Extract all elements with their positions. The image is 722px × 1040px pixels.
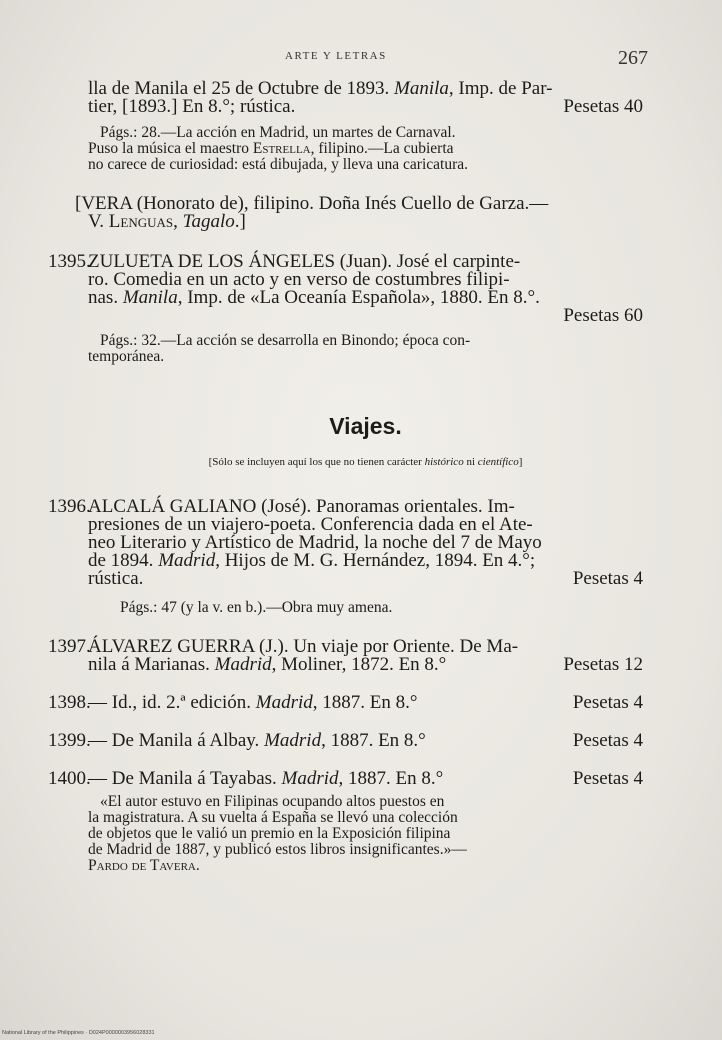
- entry-note: Págs.: 47 (y la v. en b.).—Obra muy amena.: [120, 599, 393, 616]
- digitization-credit: National Library of the Philippines · D024P0000003956028331: [2, 1030, 155, 1036]
- entry-1399: 1399.— De Manila á Albay. Madrid, 1887. En 8.° Pesetas 4: [48, 730, 643, 751]
- page-number: 267: [618, 47, 648, 69]
- running-head: ARTE Y LETRAS: [285, 50, 387, 62]
- entry-number: 1397.: [48, 636, 91, 657]
- entry-1397: 1397.ÁLVAREZ GUERRA (J.). Un viaje por Oriente. De Ma- nila á Marianas. Madrid, Moliner, 1872. En 8.° Pesetas 12: [48, 636, 643, 675]
- entry-1398: 1398.— Id., id. 2.ª edición. Madrid, 1887. En 8.° Pesetas 4: [48, 692, 643, 713]
- section-title: Viajes.: [329, 413, 402, 439]
- entry-1395: 1395.ZULUETA DE LOS ÁNGELES (Juan). José el carpinte- ro. Comedia en un acto y en verso de costumbres filipi- nas. Manila, Imp. de «La Oceanía Española», 1880. En 8.°. Pesetas 60 Págs.: 32.—La acción se desarrolla en Binondo; época con- temporánea.: [48, 251, 643, 365]
- entry-quote: «El autor estuvo en Filipinas ocupando altos puestos en la magistratura. A su vuelta á España se llevó una colección de objetos que le valió un premio en la Exposición filipina de Madrid de 1887, y publicó estos libros insignificantes.»— Pardo de Tavera.: [88, 793, 467, 874]
- entry-number: 1400.: [48, 768, 91, 789]
- entry-vera: [VERA (Honorato de), filipino. Doña Inés Cuello de Garza.— V. Lenguas, Tagalo.]: [75, 193, 549, 232]
- price: Pesetas 4: [572, 730, 643, 751]
- entry-1396: 1396.ALCALÁ GALIANO (José). Panoramas orientales. Im- presiones de un viajero-poeta. Conferencia dada en el Ate- neo Literario y Artístico de Madrid, la noche del 7 de Mayo de 1894. Madrid, Hijos de M. G. Hernández, 1894. En 4.°; rústica. Pesetas 4 Págs.: 47 (y la v. en b.).—Obra muy amena.: [48, 496, 643, 616]
- entry-note: Págs.: 28.—La acción en Madrid, un martes de Carnaval. Puso la música el maestro Estrella, filipino.—La cubierta no carece de curiosidad: está dibujada, y lleva una caricatura.: [88, 124, 468, 173]
- price: Pesetas 4: [572, 768, 643, 789]
- entry-text: lla de Manila el 25 de Octubre de 1893. Manila, Imp. de Par- tier, [1893.] En 8.°; rústica. Pesetas 40: [88, 78, 643, 117]
- entry-number: 1399.: [48, 730, 91, 751]
- entry-number: 1395.: [48, 251, 91, 272]
- entry-number: 1398.: [48, 692, 91, 713]
- page-header: [0, 47, 722, 74]
- price: Pesetas 40: [563, 96, 643, 117]
- section-scope-note: [Sólo se incluyen aquí los que no tienen carácter histórico ni científico]: [208, 456, 523, 468]
- price: Pesetas 12: [563, 654, 643, 675]
- entry-number: 1396.: [48, 496, 91, 517]
- price: Pesetas 4: [572, 568, 643, 589]
- entry-1400: 1400.— De Manila á Tayabas. Madrid, 1887. En 8.° Pesetas 4 «El autor estuvo en Filipinas ocupando altos puestos en la magistratura. A su vuelta á España se llevó una colección de objetos que le valió un premio en la Exposición filipina de Madrid de 1887, y publicó estos libros insignificantes.»— Pardo de Tavera.: [48, 768, 643, 874]
- entry-note: Págs.: 32.—La acción se desarrolla en Binondo; época con- temporánea.: [88, 332, 471, 365]
- page-body: [48, 78, 643, 874]
- price: Pesetas 4: [572, 692, 643, 713]
- price: Pesetas 60: [563, 305, 643, 326]
- entry-continuation: [88, 80, 643, 173]
- quote-author: Pardo de Tavera.: [88, 857, 200, 874]
